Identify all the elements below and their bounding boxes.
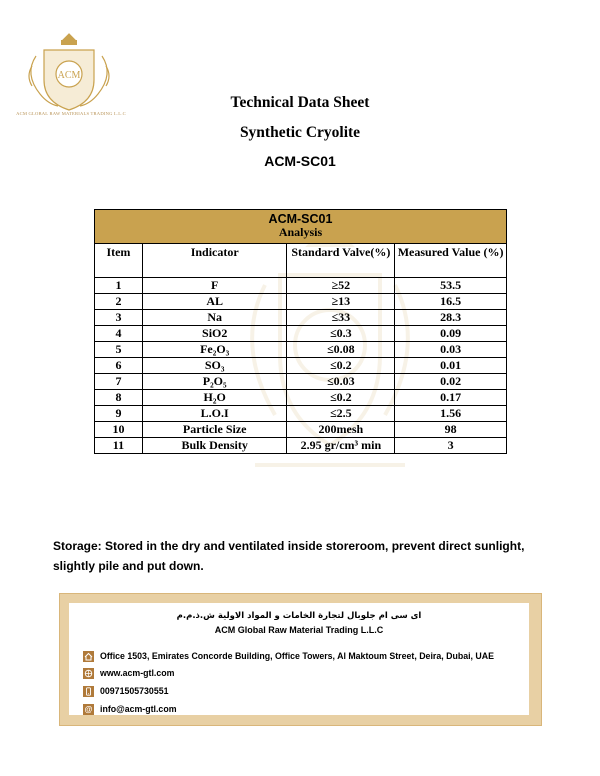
logo-monogram: ACM <box>57 70 81 81</box>
logo-caption: ACM GLOBAL RAW MATERIALS TRADING L.L.C <box>16 111 126 116</box>
cell-standard: 2.95 gr/cm³ min <box>287 438 395 454</box>
cell-standard: ≥13 <box>287 294 395 310</box>
table-row <box>95 390 507 406</box>
cell-item: 10 <box>95 422 143 438</box>
cell-indicator: H₂O <box>142 390 287 406</box>
table-row <box>95 310 507 326</box>
col-measured-header: Measured Value (%) <box>395 244 507 278</box>
table-row <box>95 358 507 374</box>
phone-number[interactable]: 00971505730551 <box>100 686 169 696</box>
table-row <box>95 326 507 342</box>
email-line[interactable] <box>83 704 177 715</box>
cell-measured: 1.56 <box>395 406 507 422</box>
email-link[interactable]: info@acm-gtl.com <box>100 704 177 714</box>
table-header-banner <box>95 210 507 244</box>
cell-item: 4 <box>95 326 143 342</box>
cell-measured: 0.02 <box>395 374 507 390</box>
contact-card <box>59 593 542 726</box>
cell-item: 11 <box>95 438 143 454</box>
table-row <box>95 294 507 310</box>
cell-measured: 0.09 <box>395 326 507 342</box>
company-name: ACM Global Raw Material Trading L.L.C <box>214 625 384 635</box>
col-indicator-header: Indicator <box>142 244 287 278</box>
product-code: ACM-SC01 <box>264 153 336 169</box>
cell-measured: 53.5 <box>395 278 507 294</box>
table-row <box>95 422 507 438</box>
cell-standard: ≤33 <box>287 310 395 326</box>
arabic-company-name: ای سی ام جلوبال لتجارة الخامات و المواد الاولیة ش.ذ.م.م <box>176 611 422 621</box>
at-sign-icon: @ <box>84 705 93 715</box>
cell-item: 5 <box>95 342 143 358</box>
cell-indicator: Na <box>142 310 287 326</box>
cell-item: 3 <box>95 310 143 326</box>
cell-measured: 28.3 <box>395 310 507 326</box>
storage-note: Storage: Stored in the dry and ventilated inside storeroom, prevent direct sunlight, slightly pile and put down. <box>53 539 525 573</box>
analysis-label: Analysis <box>278 225 323 239</box>
cell-indicator: Fe₂O₃ <box>142 342 287 358</box>
cell-item: 1 <box>95 278 143 294</box>
cell-indicator: L.O.I <box>142 406 287 422</box>
table-code: ACM-SC01 <box>268 212 333 226</box>
cell-indicator: SiO2 <box>142 326 287 342</box>
contact-card-inner <box>69 603 529 715</box>
page-title: Technical Data Sheet <box>230 94 370 111</box>
cell-standard: ≤0.2 <box>287 358 395 374</box>
cell-indicator: Particle Size <box>142 422 287 438</box>
cell-measured: 0.01 <box>395 358 507 374</box>
cell-indicator: P₂O₅ <box>142 374 287 390</box>
cell-indicator: SO₃ <box>142 358 287 374</box>
table-row <box>95 278 507 294</box>
cell-indicator: AL <box>142 294 287 310</box>
cell-item: 7 <box>95 374 143 390</box>
table-row <box>95 342 507 358</box>
analysis-table <box>94 209 507 454</box>
cell-indicator: F <box>142 278 287 294</box>
cell-measured: 3 <box>395 438 507 454</box>
cell-measured: 0.17 <box>395 390 507 406</box>
cell-item: 2 <box>95 294 143 310</box>
table-row <box>95 374 507 390</box>
website-line[interactable] <box>83 668 174 679</box>
cell-standard: ≤2.5 <box>287 406 395 422</box>
table-body <box>95 278 507 454</box>
cell-item: 9 <box>95 406 143 422</box>
phone-line[interactable] <box>83 686 169 697</box>
globe-icon <box>83 668 94 679</box>
address-text: Office 1503, Emirates Concorde Building, Office Towers, Al Maktoum Street, Deira, Dubai, UAE <box>100 651 494 661</box>
website-link[interactable]: www.acm-gtl.com <box>100 668 175 678</box>
cell-standard: 200mesh <box>287 422 395 438</box>
table-row <box>95 406 507 422</box>
col-standard-header: Standard Valve(%) <box>287 244 395 278</box>
cell-measured: 98 <box>395 422 507 438</box>
cell-measured: 16.5 <box>395 294 507 310</box>
cell-standard: ≤0.08 <box>287 342 395 358</box>
table-row <box>95 438 507 454</box>
address-line <box>83 651 494 662</box>
cell-measured: 0.03 <box>395 342 507 358</box>
cell-indicator: Bulk Density <box>142 438 287 454</box>
cell-standard: ≤0.03 <box>287 374 395 390</box>
cell-standard: ≥52 <box>287 278 395 294</box>
mobile-phone-icon <box>83 686 94 697</box>
cell-item: 6 <box>95 358 143 374</box>
home-icon <box>83 651 94 662</box>
product-name: Synthetic Cryolite <box>239 124 361 141</box>
cell-standard: ≤0.2 <box>287 390 395 406</box>
col-item-header: Item <box>95 244 143 278</box>
cell-item: 8 <box>95 390 143 406</box>
cell-standard: ≤0.3 <box>287 326 395 342</box>
